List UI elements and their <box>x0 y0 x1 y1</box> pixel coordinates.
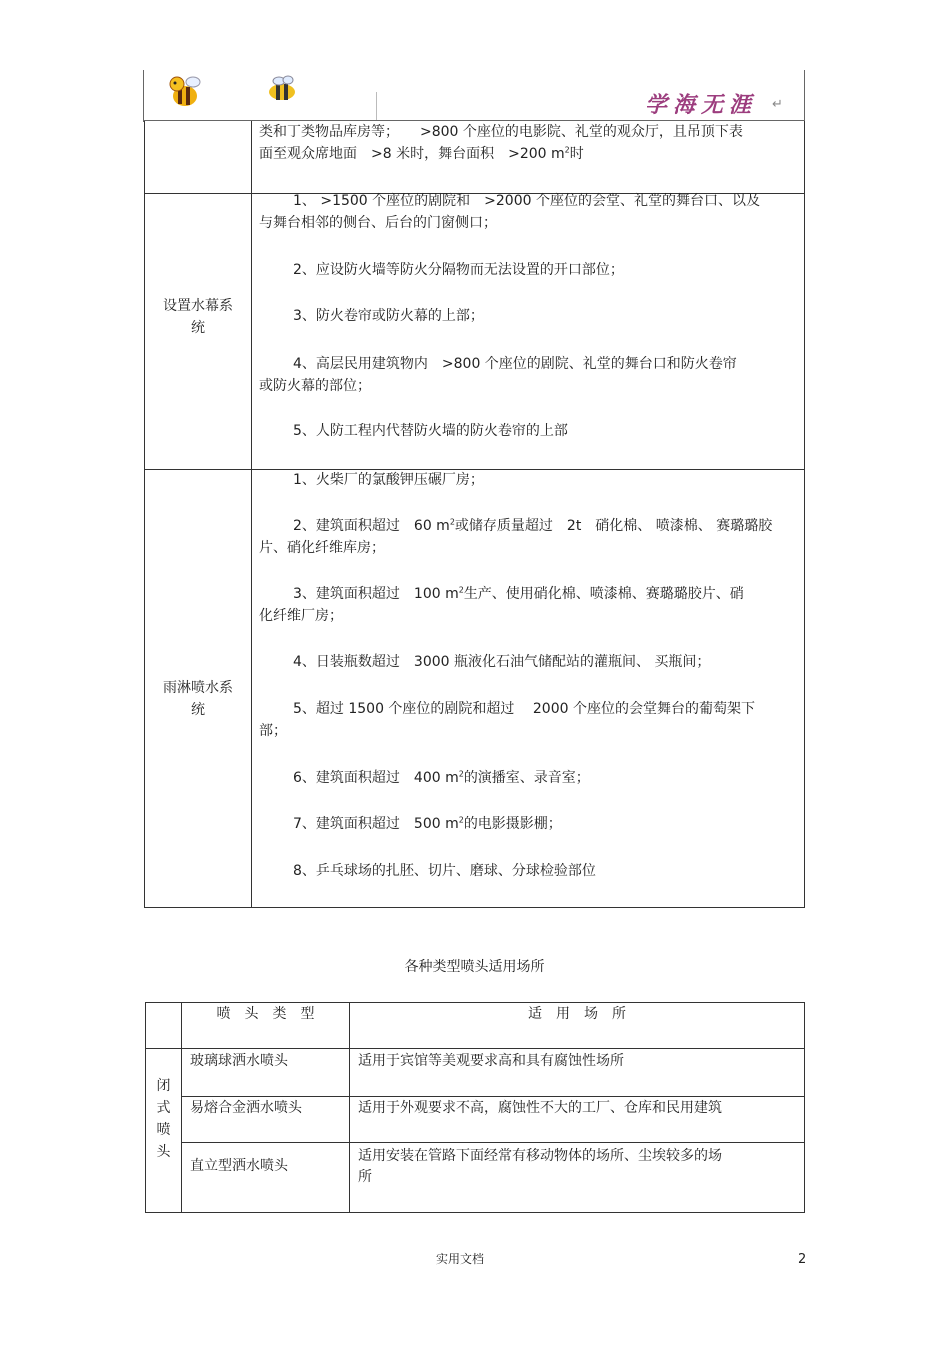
group-label-char: 喷 <box>156 1122 171 1138</box>
t2-header-type: 喷 头 类 型 <box>216 1006 315 1022</box>
t2-col-divider-1 <box>181 1002 182 1213</box>
bee-icon-small <box>262 74 302 104</box>
deluge-label-2: 统 <box>191 702 205 718</box>
water-curtain-item: 1、 >1500 个座位的剧院和 >2000 个座位的会堂、礼堂的舞台口、以及 <box>293 193 760 209</box>
water-curtain-item: 5、人防工程内代替防火墙的防火卷帘的上部 <box>293 423 568 439</box>
deluge-item: 7、建筑面积超过 500 $m^2$的电影摄影棚； <box>293 815 562 832</box>
t1-row0-line2: 面至观众席地面 >8 米时，舞台面积 >200 $m^2$时 <box>259 145 584 162</box>
group-label-char: 闭 <box>156 1078 171 1094</box>
group-label-char: 式 <box>156 1100 171 1116</box>
bee-icon <box>163 72 205 112</box>
t2-header-place: 适 用 场 所 <box>528 1006 626 1022</box>
deluge-item: 2、建筑面积超过 60 $m^2$或储存质量超过 2t 硝化棉、 喷漆棉、 赛璐璐胶 <box>293 517 773 534</box>
header-bottom-rule <box>143 120 805 121</box>
table2-caption: 各种类型喷头适用场所 <box>404 959 545 975</box>
header-divider <box>376 92 377 120</box>
t2-row-place: 适用于宾馆等美观要求高和具有腐蚀性场所 <box>358 1053 624 1069</box>
t2-header-divider <box>145 1048 805 1049</box>
page-number: 2 <box>798 1252 807 1267</box>
brand-title: 学海无涯 <box>645 92 758 118</box>
water-curtain-item: 与舞台相邻的侧台、后台的门窗侧口； <box>259 215 497 231</box>
water-curtain-item: 4、高层民用建筑物内 >800 个座位的剧院、礼堂的舞台口和防火卷帘 <box>293 356 737 372</box>
group-label-char: 头 <box>156 1144 171 1160</box>
t2-row-type: 直立型洒水喷头 <box>190 1158 288 1174</box>
water-curtain-item: 3、防火卷帘或防火幕的上部； <box>293 308 484 324</box>
deluge-item: 4、日装瓶数超过 3000 瓶液化石油气储配站的灌瓶间、 买瓶间； <box>293 654 711 670</box>
t2-border-top <box>145 1002 805 1003</box>
water-curtain-label-2: 统 <box>191 320 205 336</box>
deluge-item: 1、火柴厂的氯酸钾压碾厂房； <box>293 472 484 488</box>
deluge-item: 3、建筑面积超过 100 $m^2$生产、使用硝化棉、喷漆棉、赛璐璐胶片、硝 <box>293 585 744 602</box>
t2-row-place: 适用于外观要求不高，腐蚀性不大的工厂、仓库和民用建筑 <box>358 1100 722 1116</box>
t2-row-type: 玻璃球洒水喷头 <box>190 1053 288 1069</box>
t2-col-divider-2 <box>349 1002 350 1213</box>
t2-border-right <box>804 1002 805 1213</box>
header-left-border <box>143 70 144 122</box>
t2-row-place: 所 <box>358 1169 372 1185</box>
t1-border-left <box>144 121 145 908</box>
t1-row0-line1: 类和丁类物品库房等； >800 个座位的电影院、礼堂的观众厅，且吊顶下表 <box>259 124 743 140</box>
t1-col-divider <box>251 121 252 908</box>
deluge-item: 5、超过 1500 个座位的剧院和超过 2000 个座位的会堂舞台的葡萄架下 <box>293 701 755 717</box>
deluge-item: 6、建筑面积超过 400 $m^2$的演播室、录音室； <box>293 769 590 786</box>
deluge-label-1: 雨淋喷水系 <box>163 680 233 696</box>
deluge-item: 片、硝化纤维库房； <box>259 540 385 556</box>
t2-row-divider-2 <box>181 1142 805 1143</box>
t1-border-bottom <box>144 907 805 908</box>
water-curtain-label-1: 设置水幕系 <box>163 298 233 314</box>
footer-label: 实用文档 <box>435 1252 484 1266</box>
water-curtain-item: 或防火幕的部位； <box>259 378 371 394</box>
t2-border-bottom <box>145 1212 805 1213</box>
t2-row-divider-1 <box>181 1096 805 1097</box>
deluge-item: 部； <box>259 723 287 739</box>
t1-border-right <box>804 121 805 908</box>
return-mark: ↵ <box>772 97 783 112</box>
deluge-item: 8、乒乓球场的扎胚、切片、磨球、分球检验部位 <box>293 863 596 879</box>
header-right-border <box>804 70 805 122</box>
t2-row-place: 适用安装在管路下面经常有移动物体的场所、尘埃较多的场 <box>358 1148 722 1164</box>
water-curtain-item: 2、应设防火墙等防火分隔物而无法设置的开口部位； <box>293 262 624 278</box>
deluge-item: 化纤维厂房； <box>259 608 343 624</box>
t2-row-type: 易熔合金洒水喷头 <box>190 1100 302 1116</box>
